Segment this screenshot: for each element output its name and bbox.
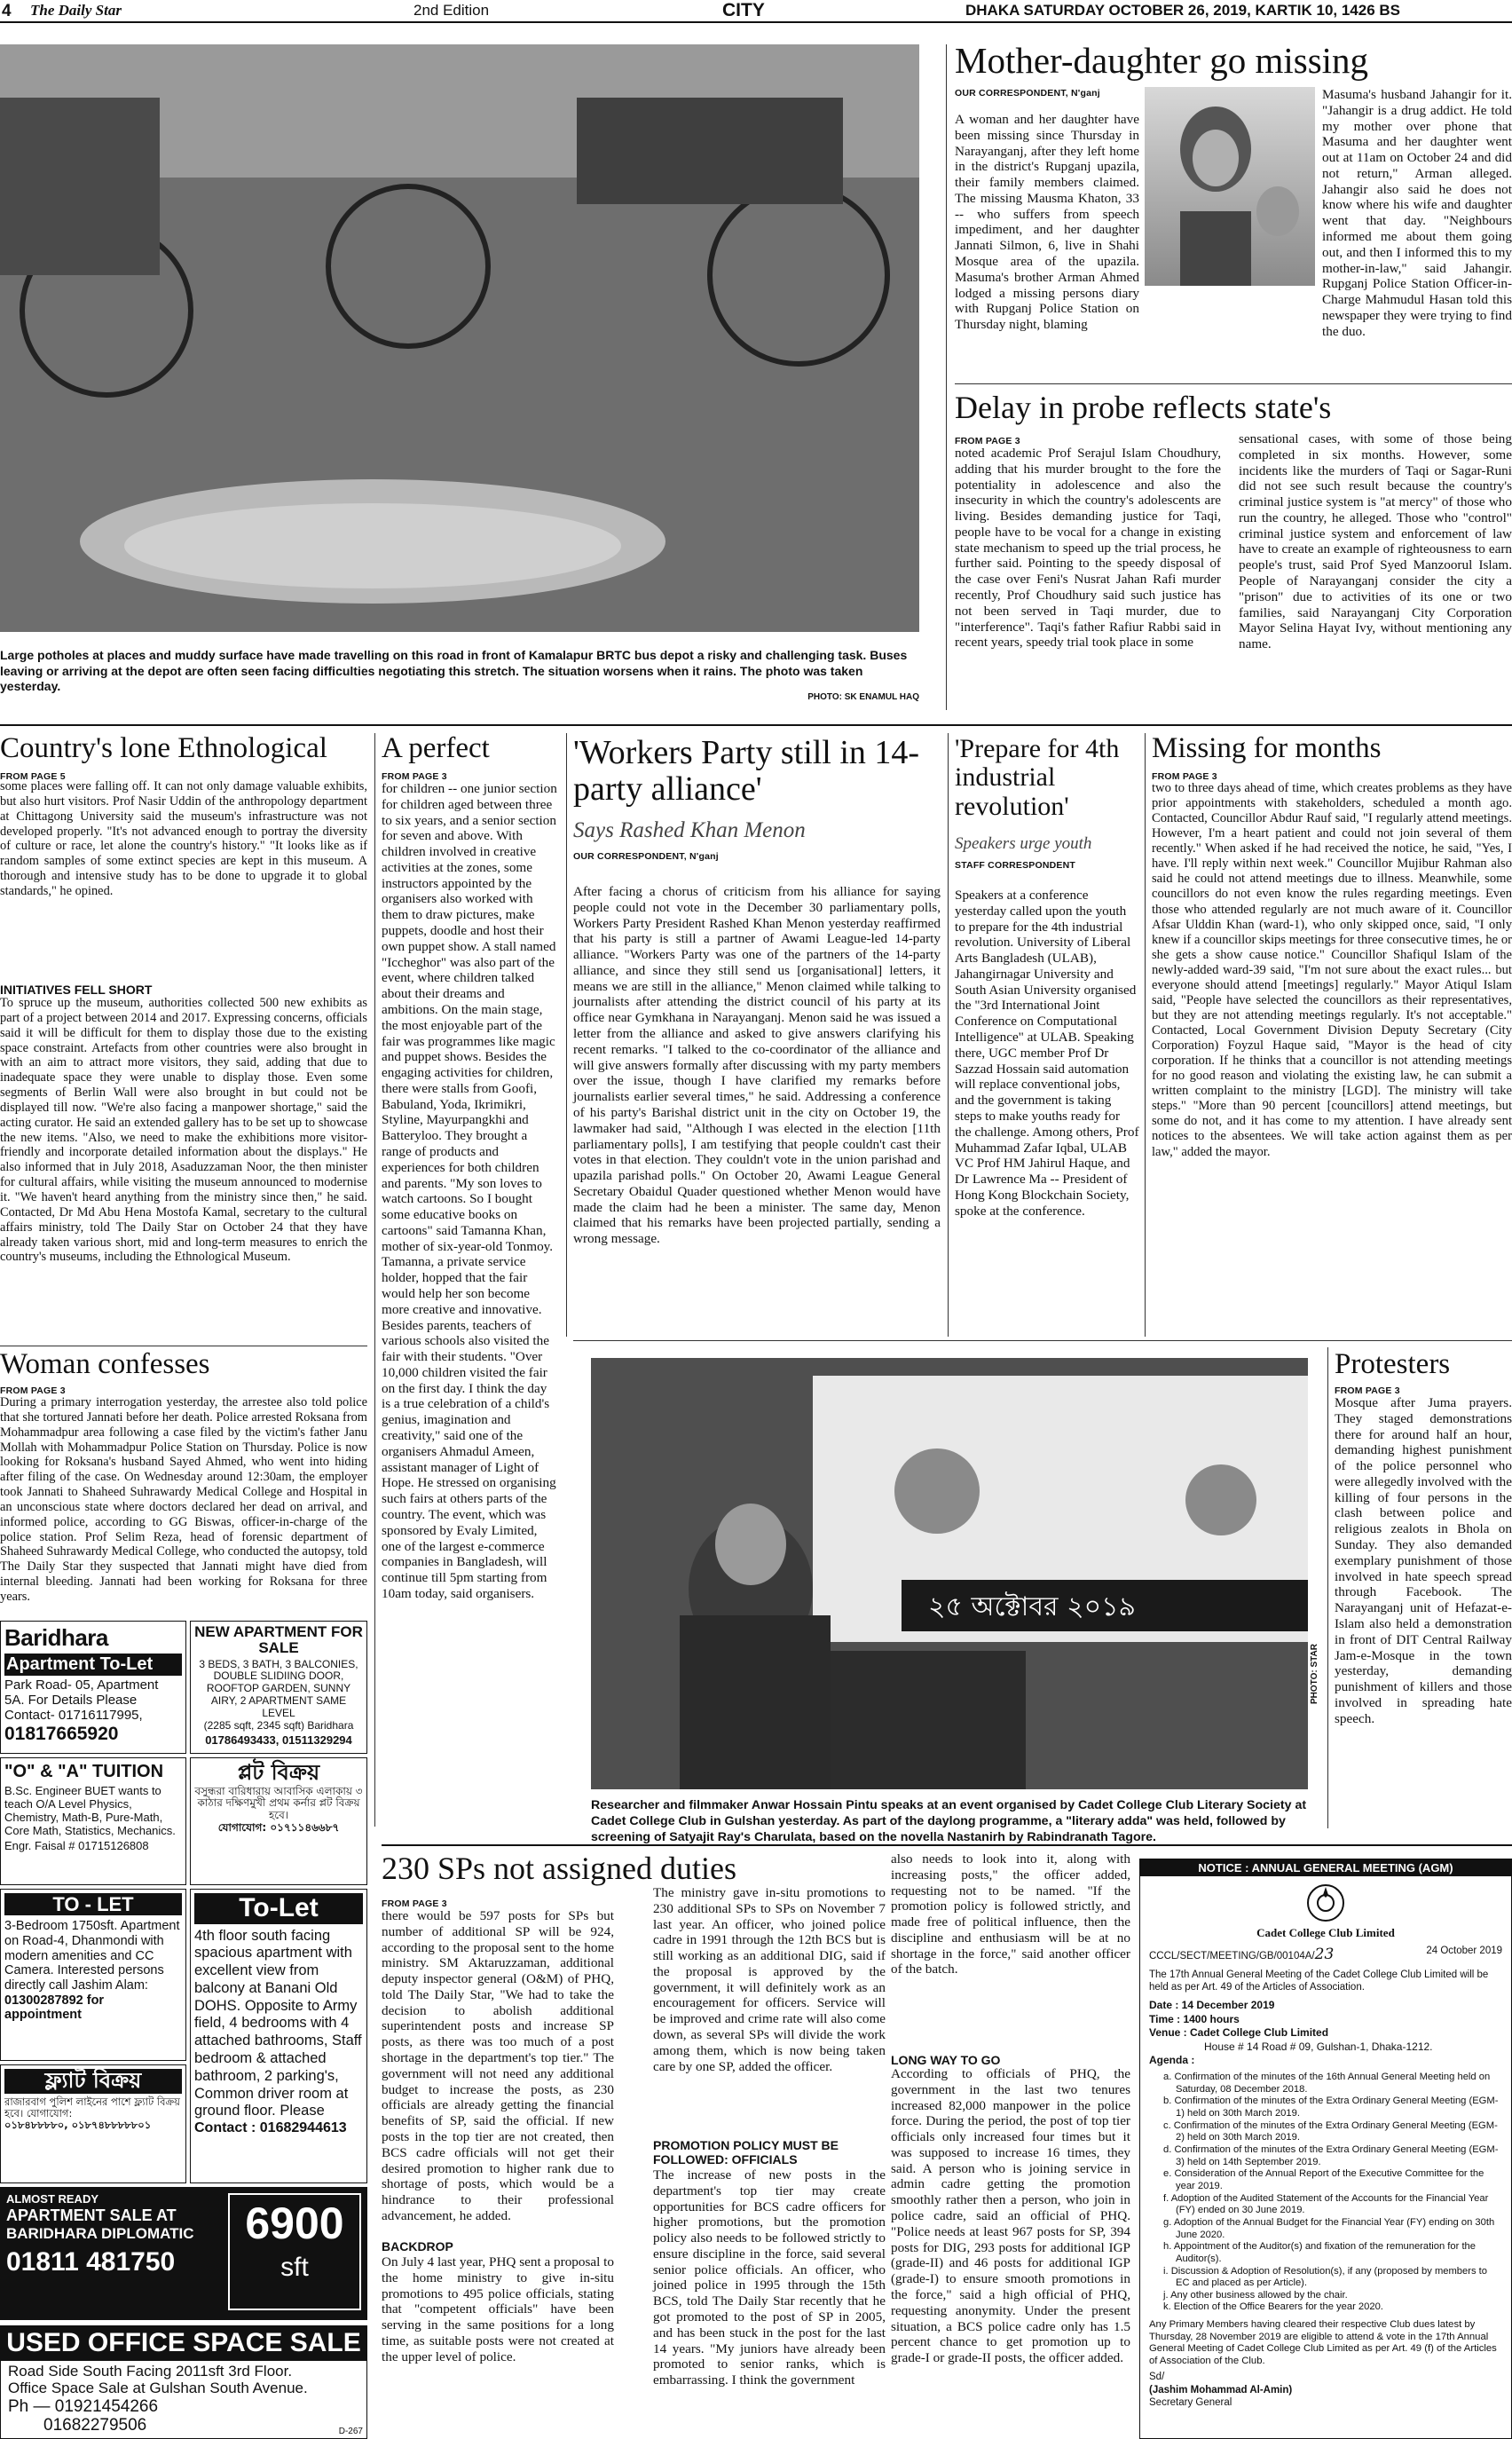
from-page-sps: FROM PAGE 3 — [382, 1898, 447, 1909]
body-woman: During a primary interrogation yesterday, the arrestee also told police that she tortured Jannati before her death. Police arrested Roksana from Mohammadpur area following a case filed by the victim's father Janu Mollah with Mohammadpur Police Station on Thursday. Police is now looking for Roksana's husband Sayed Ahmed, who went into hiding after filing of the case. On Wednesday around 12:30am, the employer took Jannati to Shaheed Suhrawardy Medical College and Hospital in an unconscious state where doctors declared her dead on arrival, and informed police, according to GG Biswas, officer-in-charge of the police station. Prof Selim Reza, head of forensic department of Shaheed Suhrawardy Medical College, who conducted the autopsy, told The Daily Star they suspected that Jannati might have died from internal bleeding. Jannati had been working for Roksana for three years. — [0, 1395, 367, 1604]
agm-notice — [1139, 1859, 1512, 2439]
headline-protesters: Protesters — [1335, 1348, 1451, 1380]
body-ethno-2: To spruce up the museum, authorities collected 500 new exhibits as part of a project between 2014 and 2017. Expressing concerns, officials said it will be difficult for them to display those due to the existing space constraint. Artefacts from other countries were also brought in with an aim to attract more visitors, they said, adding that due to inadequate space they were unable to display those. Even some segments of Berlin Wall were also brought in but could not be displayed till now. "We're also facing a manpower shortage," said the acting curator. He said an extended gallery has to be set up to showcase the new items. "Also, we need to make the exhibitions more visitor-friendly and incorporate detailed information about the displays." He also informed that in July 2018, Asaduzzaman Noor, the then minister for cultural affairs, while visiting the museum announced to modernise it. "We haven't heard anything from the ministry since then," he said. Contacted, Dr Md Abu Hena Mostofa Kamal, secretary to the cultural affairs ministry, told The Daily Star on October 24 that they have already taken various short, mid and long-term measures to enrich the country's museums, including the Ethnological Museum. — [0, 996, 367, 1265]
subhead-promotion-policy: PROMOTION POLICY MUST BE FOLLOWED: OFFICIALS — [653, 2138, 839, 2167]
headline-delay-probe: Delay in probe reflects state's — [955, 390, 1332, 425]
ad-size: 6900 — [245, 2198, 344, 2248]
agm-venue: Venue : Cadet College Club Limited — [1149, 2026, 1329, 2040]
from-page-perfect: FROM PAGE 3 — [382, 771, 447, 782]
ad-title: প্লট বিক্রয় — [237, 1760, 320, 1785]
ad-title: To-Let — [194, 1893, 363, 1924]
ad-phone: 01300287892 for appointment — [4, 1993, 105, 2023]
headline-230-sps: 230 SPs not assigned duties — [382, 1851, 737, 1886]
ad-line: 4th floor south facing spacious apartment with excellent view from balcony at Banani Old DOHS. Opposite to Army field, 4 bedrooms with 4 attached bathrooms, Staff bedroom & attached bathroom, 2 parking's, Common driver room at ground floor. Please — [194, 1927, 362, 2119]
from-page-missing: FROM PAGE 3 — [1152, 771, 1217, 782]
ad-line: Contact- 01716117995, — [4, 1708, 143, 1724]
agenda-item: h. Appointment of the Auditor(s) and fixation of the remuneration for the Auditor(s). — [1163, 2241, 1476, 2264]
ad-line: 3-Bedroom 1750sft. Apartment on Road-4, Dhanmondi with modern amenities and CC Camera. Interested persons directly call Jashim Alam: — [4, 1919, 180, 1993]
ad-phone: 01786493433, 01511329294 — [205, 1733, 352, 1748]
ad-line: Road Side South Facing 2011sft 3rd Floor. — [8, 2362, 293, 2380]
agm-notice-title: NOTICE : ANNUAL GENERAL MEETING (AGM) — [1140, 1859, 1511, 1876]
agenda-item: b. Confirmation of the minutes of the Extra Ordinary General Meeting (EGM-1) held on 30th March 2019. — [1163, 2096, 1499, 2119]
ad-line: 5A. For Details Please — [4, 1693, 138, 1709]
ad-subtitle: Apartment To-Let — [4, 1654, 182, 1676]
kicker-workers-party: Says Rashed Khan Menon — [573, 818, 806, 842]
pothole-photo — [0, 44, 919, 632]
missing-mother-daughter-photo — [1145, 87, 1315, 286]
agenda-item: j. Any other business allowed by the chair. — [1163, 2289, 1348, 2301]
page-date: DHAKA SATURDAY OCTOBER 26, 2019, KARTIK 10, 1426 BS — [965, 2, 1401, 19]
ad-line: BARIDHARA DIPLOMATIC — [6, 2224, 194, 2242]
agenda-item: a. Confirmation of the minutes of the 16th Annual General Meeting held on Saturday, 08 December 2018. — [1163, 2072, 1491, 2095]
body-mother-col1: A woman and her daughter have been missing since Thursday in Narayanganj, after they left home in the district's Rupganj upazila, their family members claimed. The missing Mausma Khaton, 33 -- who suffers from speech impediment, and her daughter Jannati Silmon, 6, live in Shahi Mosque area of the upazila. Masuma's brother Arman Ahmed lodged a missing persons diary with Rupganj Police Station on Thursday night, blaming — [955, 112, 1139, 333]
agm-intro: The 17th Annual General Meeting of the Cadet College Club Limited will be held as per Art. 49 of the Articles of Association. — [1149, 1969, 1489, 1993]
ad-line: (2285 sqft, 2345 sqft) Baridhara — [203, 1718, 354, 1732]
body-protesters: Mosque after Juma prayers. They staged demonstrations there for around half an hour, demanding highest punishment of the police personnel who were allegedly involved with the killing of four persons in the clash between police and religious zealots in Bhola on Sunday. They also demanded exemplary punishment of those involved in hate speech spread through Facebook. The Narayanganj unit of Hefazat-e-Islam also held a demonstration in front of DIT Central Railway Jam-e-Mosque in the town yesterday, demanding punishment of killers and those involved in spreading hate speech. — [1335, 1395, 1512, 1726]
ad-office-space — [0, 2325, 367, 2439]
ad-phone: যোগাযোগ: ০১৭১১৪৬৬৮৭ — [217, 1820, 340, 1834]
headline-workers-party: 'Workers Party still in 14-party alliance' — [573, 734, 920, 809]
masthead: The Daily Star — [30, 2, 122, 19]
page-header — [0, 0, 1512, 23]
ad-plot-sale — [190, 1757, 367, 1885]
ad-phone: 01682279506 — [43, 2416, 147, 2435]
from-page-woman: FROM PAGE 3 — [0, 1385, 66, 1396]
ad-line: Park Road- 05, Apartment — [4, 1677, 159, 1693]
kicker-4th-industrial: Speakers urge youth — [955, 834, 1092, 853]
ad-new-apartment — [190, 1621, 367, 1754]
agm-ref: CCCL/SECT/MEETING/GB/00104A/23 — [1149, 1946, 1335, 1963]
ad-title: NEW APARTMENT FOR SALE — [194, 1623, 363, 1656]
ad-title: TO - LET — [4, 1893, 182, 1915]
ad-title: ফ্ল্যাট বিক্রয় — [4, 2069, 182, 2094]
agm-date: Date : 14 December 2019 — [1149, 1999, 1275, 2012]
agm-signatory: (Jashim Mohammad Al-Amin) — [1149, 2384, 1293, 2396]
agenda-item: f. Adoption of the Audited Statement of the Accounts for the Financial Year (FY) ended on 30 June 2019. — [1163, 2192, 1489, 2216]
byline-4th-industrial: STAFF CORRESPONDENT — [955, 860, 1076, 871]
event-caption: Researcher and filmmaker Anwar Hossain Pintu speaks at an event organised by Cadet College Club Literary Society at Cadet College Club in Gulshan yesterday. As part of the daylong programme, a "literary adda" was held, followed by screening of Satyajit Ray's Charulata, based on the novella Nastanirh by Rabindranath Tagore. — [591, 1798, 1307, 1844]
subhead-initiatives: INITIATIVES FELL SHORT — [0, 983, 153, 997]
agm-ref-date: 24 October 2019 — [1426, 1946, 1502, 1956]
ad-phone: 01817665920 — [4, 1723, 119, 1744]
agm-time: Time : 1400 hours — [1149, 2012, 1240, 2025]
ad-baridhara-tolet — [0, 1621, 186, 1754]
ad-tuition — [0, 1757, 186, 1885]
club-name: Cadet College Club Limited — [1256, 1926, 1395, 1939]
event-banner-date: ২৫ অক্টোবর ২০১৯ — [928, 1591, 1137, 1622]
body-sps-col3b: According to officials of PHQ, the government in the last two tenures increased 82,000 manpower in the police force. During the period, the post of top tier officials only increased four times but it was supposed to increase 16 times, they said. A person who is joining service in admin cadre getting the promotion smoothly rather then a person, who join in police cadre, said an official of PHQ. "Police needs at least 967 posts for SP, 394 posts for DIG, 293 posts for additional IGP (grade-II) and 46 posts for additional IGP (grade-I) to ensure smooth promotions in the force," said a high official of PHQ, requesting anonymity. Under the present situation, a BCS police cadre only has 1.5 percent chance to get promotion up to grade-I or grade-II posts, the officer added. — [891, 2066, 1130, 2366]
ad-title: "O" & "A" TUITION — [4, 1762, 164, 1781]
body-sps-col2b: The increase of new posts in the department's top tier may create opportunities for BCS cadre officers for higher promotions, but the promotion policy also needs to be followed strictly to ensure discipline in the force, said several senior police officials. An officer, who joined police in 1995 through the 15th BCS, told The Daily Star recently that he got promoted to the post of SP in 2005, and has been stuck in the post for the last 14 years. "My juniors have already been promoted to senior ranks, which is embarrassing. I think the government — [653, 2167, 886, 2388]
ad-unit: sft — [280, 2253, 309, 2282]
subhead-long-way: LONG WAY TO GO — [891, 2053, 1001, 2067]
ad-line: 3 BEDS, 3 BATH, 3 BALCONIES, DOUBLE SLIDIING DOOR, ROOFTOP GARDEN, SUNNY AIRY, 2 APARTMENT SAME LEVEL — [199, 1657, 358, 1719]
ad-phone: Engr. Faisal # 01715126808 — [4, 1838, 149, 1852]
headline-woman-confesses: Woman confesses — [0, 1348, 210, 1380]
headline-mother-daughter: Mother-daughter go missing — [955, 40, 1369, 81]
from-page-delay: FROM PAGE 3 — [955, 436, 1020, 446]
ad-line: APARTMENT SALE AT — [6, 2206, 177, 2224]
agm-signature: Sd/ — [1149, 2372, 1165, 2383]
ad-line: Office Space Sale at Gulshan South Avenue. — [8, 2380, 308, 2397]
section-name: CITY — [722, 0, 765, 20]
body-a-perfect: for children -- one junior section for children aged between three to six years, and a senior section for seven and above. With children involved in creative activities at the zones, some instructors appointed by the organisers also worked with them to draw pictures, make puppets, doodle and host their own puppet show. A stall named "Iccheghor" was also part of the event, where children talked about their dreams and ambitions. On the main stage, the most enjoyable part of the fair was programmes like magic and puppet shows. Besides the engaging activities for children, there were stalls from Goofi, Babuland, Yoda, Ikrimikri, Styline, Mayurpangkhi and Batteryloo. They brought a range of products and experiences for both children and parents. "My son loves to watch cartoons. So I bought some educative books on cartoons" said Tamanna Khan, mother of six-year-old Tonmoy. Tamanna, a private service holder, hopped that the fair would help her son become more creative and innovative. Besides parents, teachers of various schools also visited the fair with their students. "Over 10,000 children visited the fair on the first day. I think the day is a true celebration of a child's genius, imagination and creativity," said one of the organisers Ahmadul Ameen, assistant manager of Light of Hope. He stressed on organising such fairs at others parts of the country. The event, which was sponsored by Evaly Limited, one of the largest e-commerce companies in Bangladesh, will continue till 5pm starting from 10am today, said organisers. — [382, 781, 557, 1601]
body-sps-col2: The ministry gave in-situ promotions to 230 additional SPs to SPs on November 7 last year. An officer, who joined police cadre in 1991 through the 12th BCS but is still working as an additional DIG, said if the proposal is approved by the government, it will definitely work as an encouragement for officers. Service will be improved and crime rate will also come down, as several SPs will divide the work among them, which is now being taken care by one SP, added the officer. — [653, 1885, 886, 2074]
headline-ethnological: Country's lone Ethnological — [0, 732, 327, 764]
body-delay-col1: noted academic Prof Serajul Islam Choudhury, adding that his murder brought to the fore the potentiality in adolescence and also the insecurity in which the country's adolescents are living. Besides demanding justice for Taqi, people have to be vocal for a change in existing state mechanism to speed up the trial process, he further said. Pointing to the speedy disposal of the case over Feni's Nusrat Jahan Rafi murder recently, Prof Choudhury said such justice has not been served in Taqi murder, due to "interference". Taqi's father Rafiur Rabbi said in recent years, speedy trial took place in some — [955, 446, 1221, 651]
agenda-item: d. Confirmation of the minutes of the Extra Ordinary General Meeting (EGM-3) held on 14th September 2019. — [1163, 2143, 1499, 2167]
pothole-credit: PHOTO: SK ENAMUL HAQ — [807, 692, 919, 702]
agm-designation: Secretary General — [1149, 2397, 1232, 2409]
agenda-item: c. Confirmation of the minutes of the Extra Ordinary General Meeting (EGM-2) held on 30th March 2019. — [1163, 2119, 1498, 2143]
ad-flat-sale — [0, 2064, 186, 2183]
headline-a-perfect: A perfect — [382, 732, 490, 764]
body-missing-months: two to three days ahead of time, which creates problems as they have prior appointments with stakeholders, scheduled a month ago. Contacted, Councillor Abdur Rauf said, "I regularly attend meetings. However, I'm a heart patient and could not join several of them recently." When asked if he had received the notice, he said, "Yes, I have. I'll reply within next week." Councillor Mujibur Rahman also said he could not attend meetings due to illness. Meanwhile, some councillors do not even know the rules regarding meetings. Even those who attended regularly are not much aware of it. Councillor Afsar Ulddin Khan (ward-1), who only skipped once, said, "I only knew if a councillor skips meetings for three consecutive times, he or she gets a show cause notice." Councillor Shafiqul Islam of the newly-added ward-39 said, "I'm not sure about the exact rules... but everyone should attend [meetings] regularly." Mayor Atiqul Islam said, "People have selected the councillors as their representatives, but they are not attending meetings regularly. It's not acceptable." Contacted, Local Government Division Deputy Secretary (City Corporation) Foyzul Haque said, "Mayor is the head of city corporation. If he thinks that a councillor is not attending meetings for no good reason and violating the existing law, he can submit a written complaint to the ministry [LGD]. The ministry will take steps." "More than 90 percent [councillors] attend meetings, but some do not, and it has come to my attention. I have already sent notices to the absentees. We will take action against them as per law," added the mayor. — [1152, 781, 1512, 1159]
club-logo — [1140, 1883, 1511, 1926]
body-sps-col1: there would be 597 posts for SPs but number of additional SP will be 924, according to the proposal sent to the home ministry. SM Aktaruzzaman, additional deputy inspector general (O&M) of PHQ, told The Daily Star, "We had to take the decision to abolish additional superintendent posts and increase SP posts, as there was too much of a post shortage in the department's top tier." The government will not need any additional budget to increase the posts, as 230 officials are already getting the financial benefits of SP, said the official. If new posts in the top tier are not created, then BCS cadre officials will not get their desired promotion to higher rank due to shortage of posts, which would be a hindrance to their professional advancement, he added. — [382, 1908, 614, 2223]
ad-phone: 01811 481750 — [6, 2247, 176, 2277]
ad-tolet-dhanmondi — [0, 1889, 186, 2061]
agm-footer: Any Primary Members having cleared their respective Club dues latest by Thursday, 28 November 2019 are eligible to attend & vote in the 17th Annual General Meeting of Cadet College Club Limited as per Art. 49 (f) of the Articles of Association of the Club. — [1149, 2319, 1497, 2366]
event-photo-credit: PHOTO: STAR — [1310, 1644, 1319, 1704]
from-page-protesters: FROM PAGE 3 — [1335, 1385, 1400, 1396]
agenda-item: e. Consideration of the Annual Report of the Executive Committee for the year 2019. — [1163, 2168, 1484, 2191]
body-workers-party: After facing a chorus of criticism from his alliance for saying people could not vote in the December 30 parliamentary polls, Workers Party President Rashed Khan Menon yesterday reaffirmed that his party is still a partner of Awami League-led 14-party alliance. "Workers Party was one of the partners of the 14-party alliance, and since they still send us [organisational] letters, it means we are still in the alliance," Menon claimed while talking to journalists after attending the district council of his party at its office near Gymkhana in Narayanganj. Menon said he was issued a letter from the alliance and asked to give answers clarifying his recent remarks. "I talked to the co-coordinator of the alliance and will give answers formally after discussing with my party members over the issue, though I have clarified my remarks before journalists earlier several times," he said. Addressing a conference of his party's Barishal district unit in the city on October 19, the lawmaker had said, "Although I was elected in the election [11th parliamentary polls], I am testifying that people couldn't cast their votes in that election. They couldn't vote in the union parishad and upazila parishad polls." On October 20, Awami League General Secretary Obaidul Quader questioned whether Menon would have made the claim had he been a minister. The same day, Menon claimed that his remarks have been projected partially, sending a wrong message. — [573, 884, 941, 1247]
headline-4th-industrial: 'Prepare for 4th industrial revolution' — [955, 734, 1120, 821]
page-number: 4 — [2, 2, 12, 20]
ad-title: USED OFFICE SPACE SALE — [1, 2326, 366, 2361]
ad-phone: ০১৮৪৮৮৮৮০, ০১৮৭৪৮৮৮৮৮০১ — [4, 2119, 152, 2132]
agenda-item: i. Discussion & Adoption of Resolution(s), if any (proposed by members to EC and placed as per Article). — [1163, 2265, 1488, 2289]
agenda-item: g. Adoption of the Annual Budget for the Financial Year (FY) ending on 30th June 2020. — [1163, 2216, 1495, 2240]
pothole-caption: Large potholes at places and muddy surface have made travelling on this road in front of Kamalapur BRTC bus depot a risky and challenging task. Buses leaving or arriving at the depot are often seen facing difficulties negotiating this stretch. The situation worsens when it rains. The photo was taken yesterday. — [0, 648, 908, 693]
body-sps-col1b: On July 4 last year, PHQ sent a proposal to the home ministry to give in-situ promotions to 495 police officials, stating that "competent officials" have been serving in the same positions for a long time, as suitable posts were not created at the upper level of police. — [382, 2254, 614, 2364]
ad-title: Baridhara — [4, 1624, 108, 1651]
body-delay-col2: sensational cases, with some of those being completed in six months. However, some incidents like the murders of Taqi or Sagar-Runi did not see such result because the country's criminal justice system is "at mercy" of those who run the country, he alleged. Those who "control" criminal justice system and enforcement of law have to create an example of righteousness to earn people's trust, said Prof Syed Manzoorul Islam. People of Narayanganj consider the city a "prison" due to activities of its one or two families, said Narayanganj City Corporation Mayor Selina Hayat Ivy, without mentioning any name. — [1239, 431, 1512, 652]
body-mother-col2a: Masuma's husband Jahangir for it. "Jahangir is a drug addict. He told my mother over phone that Masuma and her daughter went out at 11am on October 24 and did not return," Arman alleged. Jahangir also said he does not know where his wife and daughter went that day. "Neighbours informed me about them going out, and then I informed this to my mother-in-law," said Jahangir. Rupganj Police Station Officer-in-Charge Mahmudul Hasan told this newspaper they were trying to find the duo. — [1322, 87, 1512, 339]
ad-code: D-267 — [338, 2426, 363, 2436]
from-page-ethno: FROM PAGE 5 — [0, 771, 66, 782]
ad-phone: Contact : 01682944613 — [194, 2120, 347, 2136]
body-4th-industrial: Speakers at a conference yesterday called upon the youth to prepare for the 4th industrial revolution. University of Liberal Arts Bangladesh (ULAB), Jahangirnagar University and South Asian University organised the "3rd International Joint Conference on Computational Intelligence" at ULAB. Speaking there, UGC member Prof Dr Sazzad Hossain said automation will replace conventional jobs, and the government is taking steps to make youths ready for the challenge. Among others, Prof Muhammad Zafar Iqbal, ULAB VC Prof HM Jahirul Haque, and Dr Lawrence Ma -- President of Hong Kong Blockchain Society, spoke at the conference. — [955, 888, 1139, 1219]
subhead-backdrop: BACKDROP — [382, 2239, 453, 2254]
ad-line: ALMOST READY — [6, 2192, 98, 2206]
edition: 2nd Edition — [413, 2, 490, 19]
body-sps-col3: also needs to look into it, along with increasing posts," the officer added, requesting not to be named. "If the promotion policy is followed strictly, and made free of political influence, then the discipline and enthusiasm will be at no shortage in the force," said another officer of the batch. — [891, 1851, 1130, 1977]
ad-tolet-banani — [190, 1889, 367, 2183]
agm-ref-number: 23 — [1314, 1946, 1335, 1963]
ad-line: B.Sc. Engineer BUET wants to teach O/A Level Physics, Chemistry, Math-B, Pure-Math, Core Math, Statistics, Mechanics. — [4, 1784, 176, 1837]
agm-agenda-label: Agenda : — [1149, 2054, 1195, 2067]
ad-line: বসুন্ধরা বারিধারায় আবাসিক এলাকায় ৩ কাঠার দক্ষিণমুখী প্রথম কর্নার প্লট বিক্রয় হবে। — [194, 1784, 363, 1822]
byline-mother: OUR CORRESPONDENT, N'ganj — [955, 88, 1100, 99]
ad-ready-apartment — [0, 2187, 367, 2320]
agenda-item: k. Election of the Office Bearers for the year 2020. — [1163, 2301, 1383, 2313]
headline-missing-months: Missing for months — [1152, 732, 1382, 764]
body-ethno-1: some places were falling off. It can not only damage valuable exhibits, but also hurt visitors. Prof Nasir Uddin of the anthropology department at Chittagong University said the museum's infrastructure was not developed properly. "It's not advanced enough to portray the diversity of culture or race, let alone the country's history." "It looks like as if random samples of some extinct species are kept in this museum. A thorough and intensive study has to be done to upgrade it to global standards," he opined. — [0, 779, 367, 898]
event-photo — [591, 1358, 1308, 1789]
agm-venue-address: House # 14 Road # 09, Gulshan-1, Dhaka-1212. — [1204, 2040, 1433, 2053]
byline-workers-party: OUR CORRESPONDENT, N'ganj — [573, 851, 719, 862]
agm-agenda-list — [1140, 2070, 1511, 2316]
ad-phone: Ph — 01921454266 — [8, 2396, 159, 2416]
ad-line: রাজারবাগ পুলিশ লাইনের পাশে ফ্ল্যাট বিক্রয় হবে। যোগাযোগ: — [4, 2095, 180, 2119]
